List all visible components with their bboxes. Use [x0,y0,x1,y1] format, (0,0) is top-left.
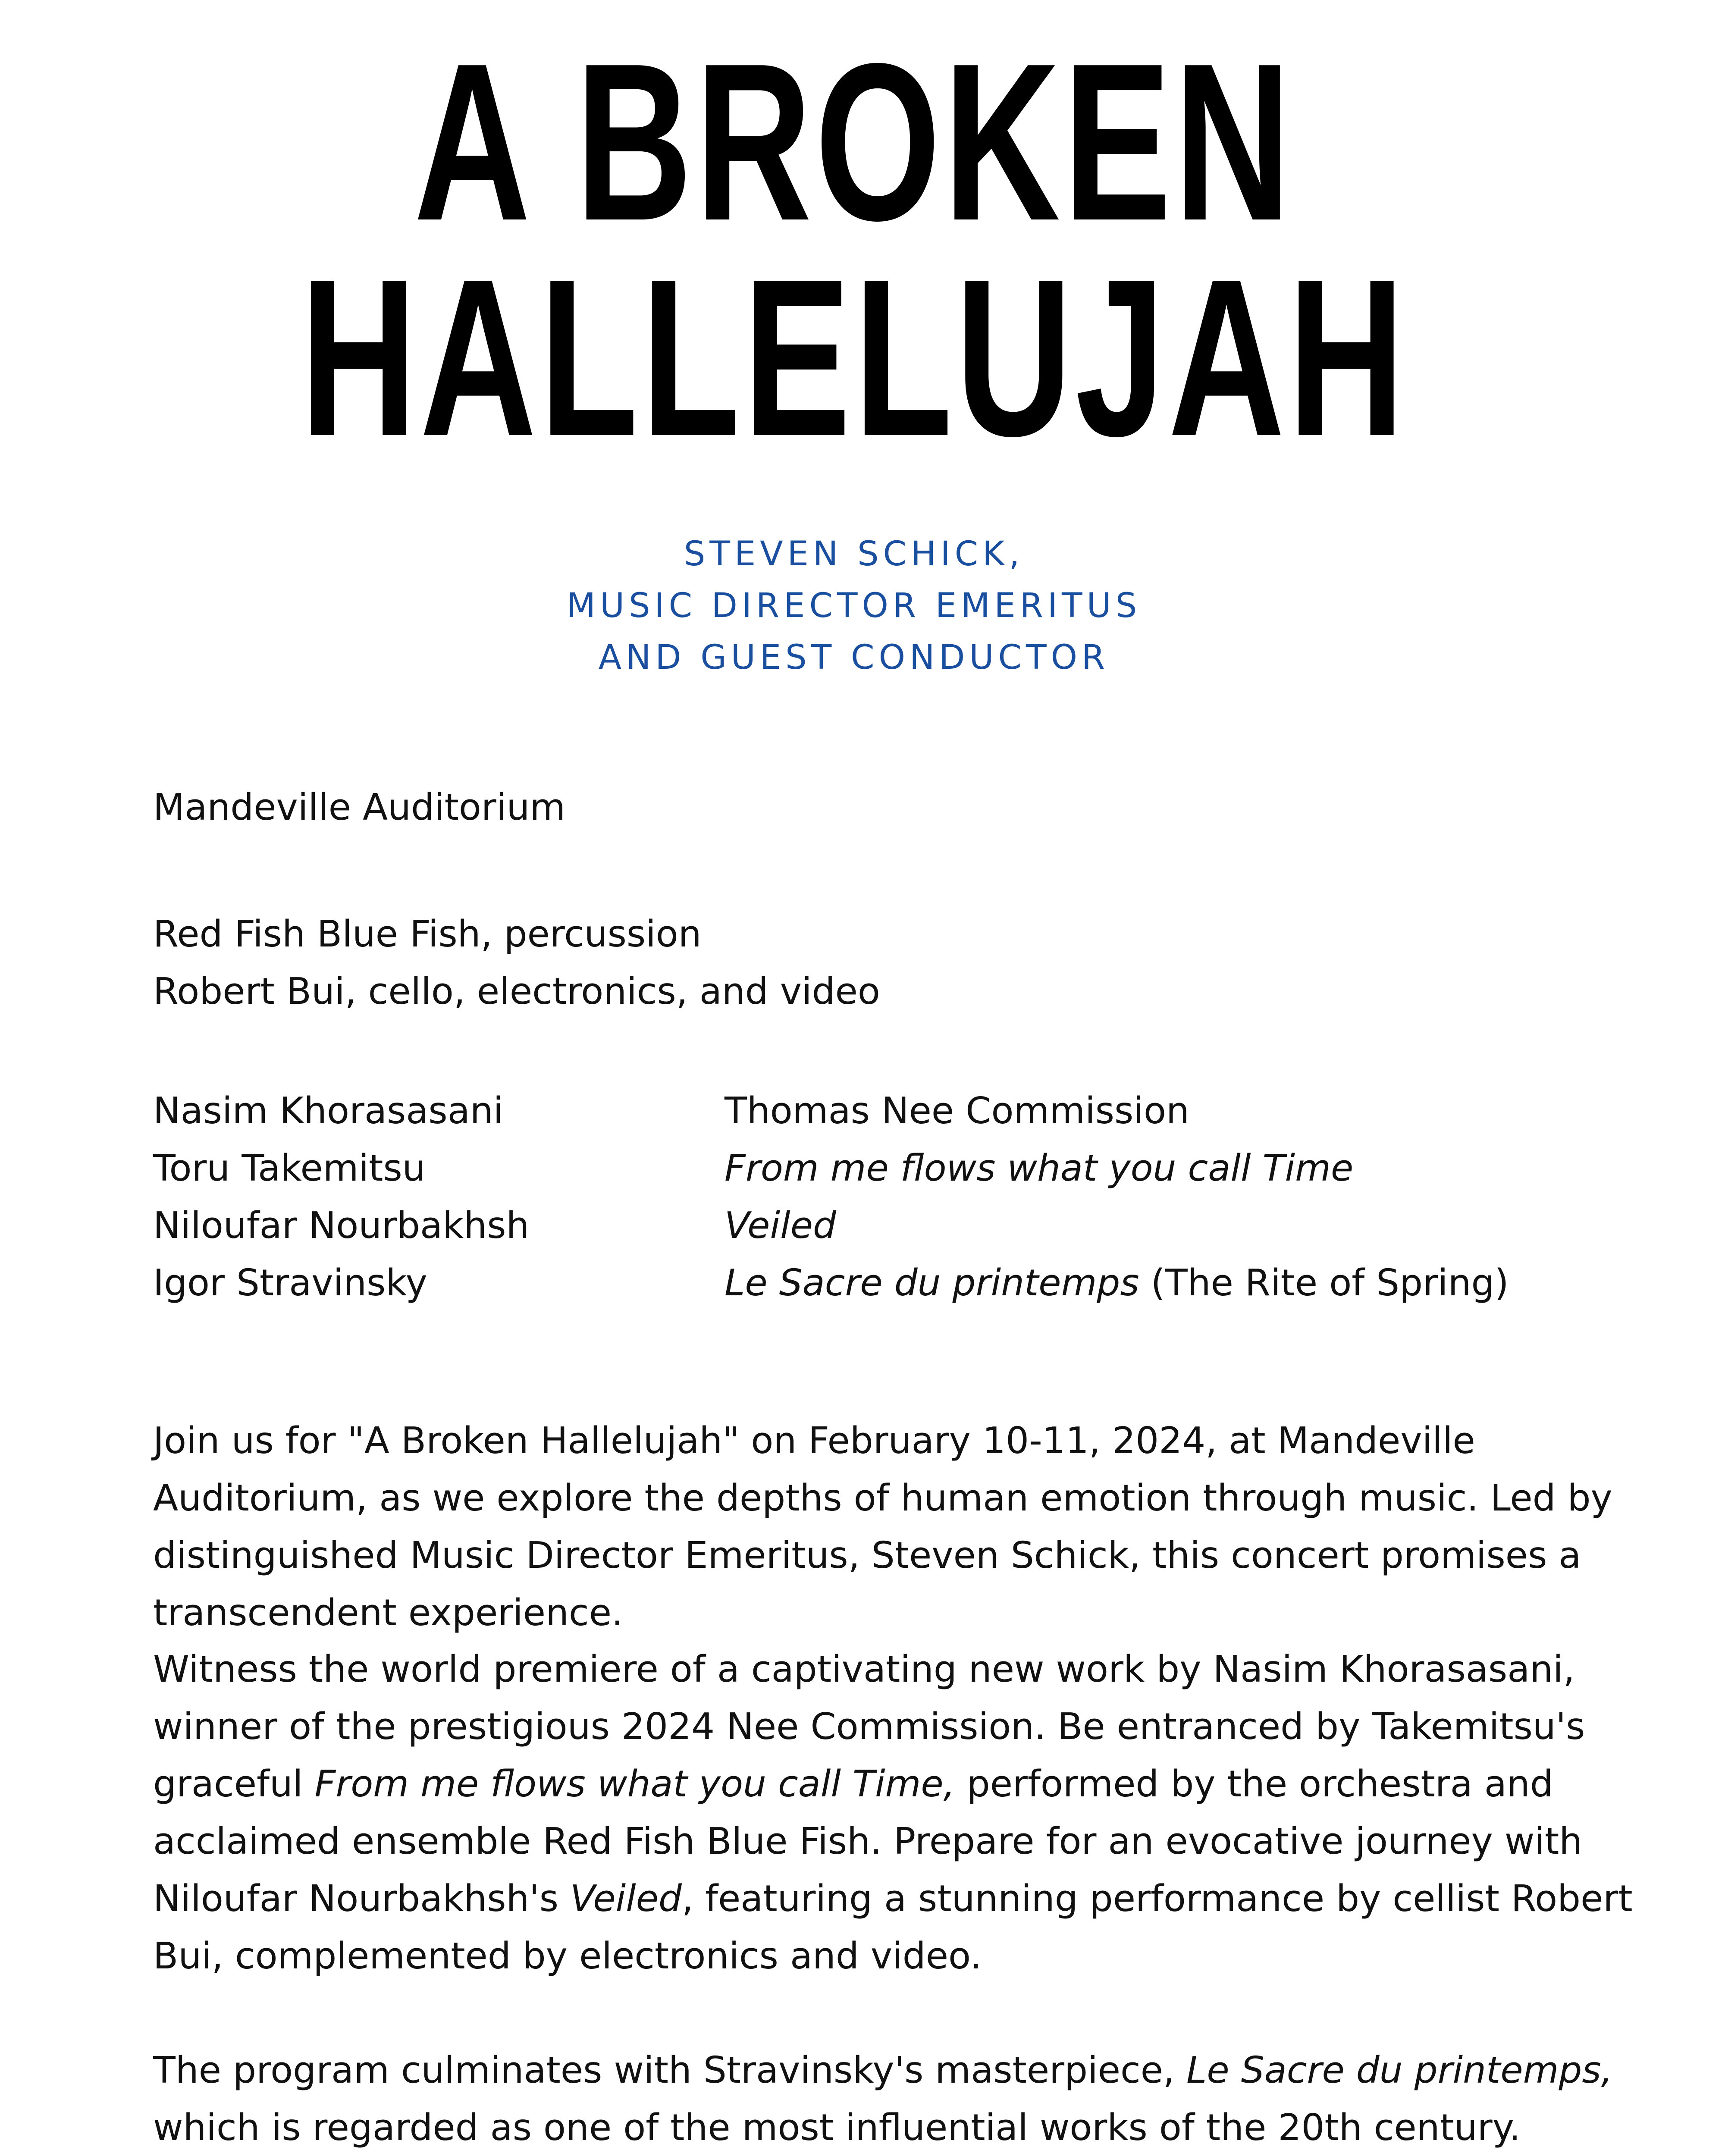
description-paragraph-3 [153,2042,1650,2156]
paragraph-text: performed by the orchestra and acclaimed ensemble Red Fish Blue Fish. Prepare for an evocative journey with Niloufar Nourbakhsh's [153,1763,1583,1920]
performer-2: Robert Bui, cello, electronics, and video [153,970,880,1013]
conductor-subtitle [0,528,1708,683]
description-paragraph-1: Join us for "A Broken Hallelujah" on February 10-11, 2024, at Mandeville Auditorium, as we explore the depths of human emotion through music. Led by distinguished Music Director Emeritus, Steven Schick, this concert promises a transcendent experience. [153,1420,1612,1634]
program-composer: Igor Stravinsky [153,1262,427,1304]
program-composer: Niloufar Nourbakhsh [153,1204,530,1247]
program-row [153,1140,1654,1197]
program-composer: Nasim Khorasasani [153,1090,504,1132]
subtitle-line-1: STEVEN SCHICK, [684,535,1024,573]
program-work-title: Thomas Nee Commission [724,1090,1189,1132]
paragraph-text: , featuring a stunning performance by cellist Robert Bui, complemented by electronics and video. [153,1877,1633,1977]
title-line-1: A BROKEN [414,17,1294,267]
program-row [153,1254,1654,1312]
program-row [153,1197,1654,1254]
program-work-title: Veiled [724,1204,836,1247]
program-row [153,1082,1654,1140]
program-list [153,1082,1654,1312]
program-work-title: Le Sacre du printemps [724,1262,1139,1304]
venue: Mandeville Auditorium [153,786,566,829]
paragraph-text: The program culminates with Stravinsky's masterpiece, [153,2049,1187,2092]
paragraph-text: Witness the world premiere of a captivating new work by Nasim Khorasasani, winner of the prestigious 2024 Nee Commission. Be entranced by Takemitsu's graceful [153,1648,1585,1805]
title-line-2: HALLELUJAH [300,232,1408,483]
subtitle-line-3: AND GUEST CONDUCTOR [598,638,1110,677]
program-work [724,1082,1189,1140]
performers-list [153,906,1654,1020]
page-title [239,17,1468,483]
performer-1: Red Fish Blue Fish, percussion [153,913,702,956]
subtitle-line-2: MUSIC DIRECTOR EMERITUS [566,586,1142,625]
program-work [724,1140,1353,1197]
program-composer: Toru Takemitsu [153,1147,426,1190]
paragraph-text: which is regarded as one of the most influential works of the 20th century. [153,2106,1521,2149]
program-work-title: From me flows what you call Time [724,1147,1354,1190]
program-work [724,1197,836,1254]
work-title-italic: From me flows what you call Time, [314,1763,955,1805]
work-title-italic: Le Sacre du printemps, [1186,2049,1613,2092]
program-work [724,1254,1509,1312]
work-title-italic: Veiled [570,1877,682,1920]
description-paragraph-2 [153,1641,1650,1985]
program-work-suffix: (The Rite of Spring) [1139,1262,1509,1304]
